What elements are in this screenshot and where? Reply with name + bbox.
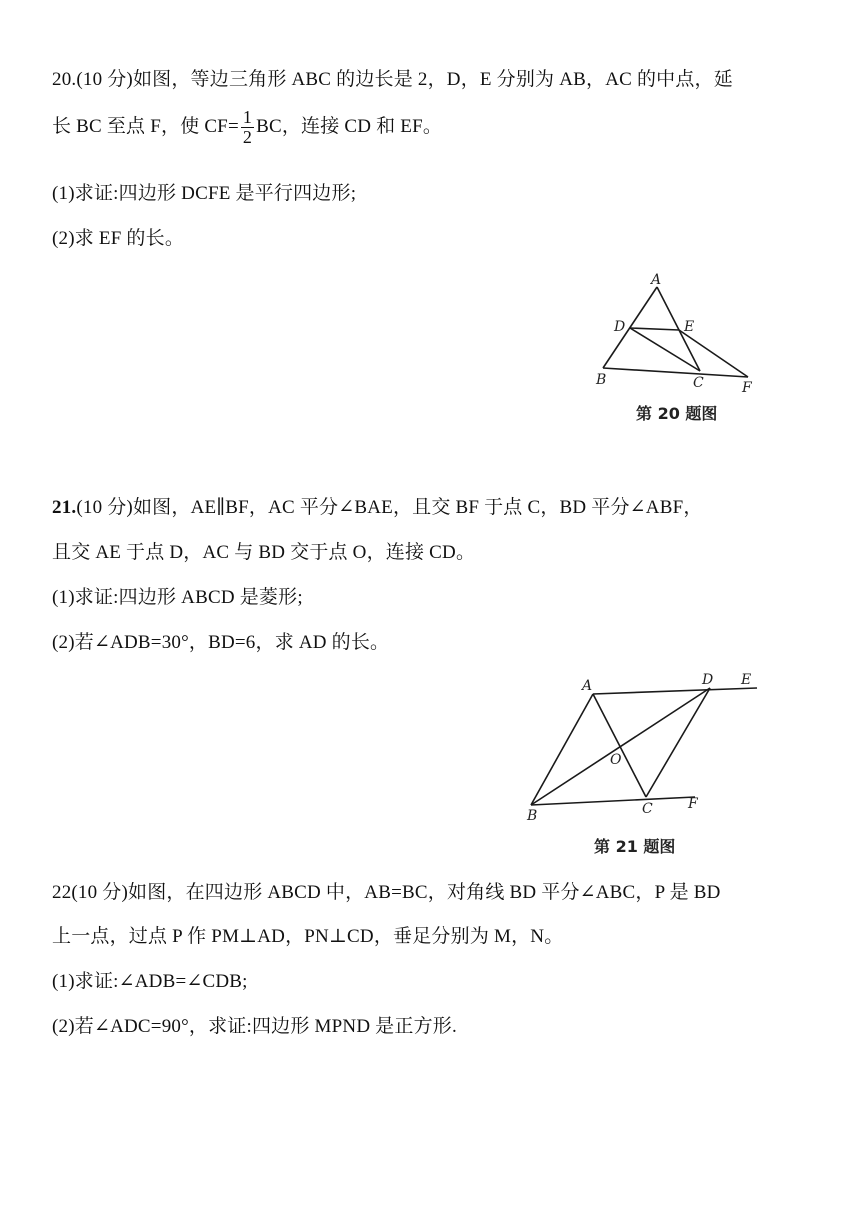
q20-line1: 20.(10 分)如图，等边三角形 ABC 的边长是 2，D，E 分别为 AB，AC 的中点，延 bbox=[52, 69, 733, 90]
q21-number: 21. bbox=[52, 497, 77, 518]
q20-label-A: A bbox=[651, 272, 662, 288]
fraction-denominator: 2 bbox=[242, 126, 253, 147]
q21-segment-AE bbox=[593, 688, 757, 694]
q21-part1: (1)求证:四边形 ABCD 是菱形; bbox=[52, 587, 303, 608]
q21-segment-AC bbox=[593, 694, 646, 797]
q21-segment-BF bbox=[531, 797, 695, 805]
q20-label-C: C bbox=[693, 375, 704, 391]
q20-label-E: E bbox=[684, 319, 695, 335]
q21-label-E: E bbox=[741, 672, 752, 688]
q22-part1: (1)求证:∠ADB=∠CDB; bbox=[52, 971, 248, 992]
q20-label-F: F bbox=[742, 380, 752, 396]
q21-part2: (2)若∠ADB=30°，BD=6，求 AD 的长。 bbox=[52, 632, 390, 653]
q21-label-A: A bbox=[582, 678, 593, 694]
q20-label-D: D bbox=[614, 319, 626, 335]
q21-segment-AB bbox=[531, 694, 593, 805]
q21-segment-CD bbox=[646, 688, 710, 797]
q21-label-O: O bbox=[610, 752, 622, 768]
q22-line2: 上一点，过点 P 作 PM⊥AD，PN⊥CD，垂足分别为 M，N。 bbox=[52, 926, 564, 947]
q21-label-C: C bbox=[642, 801, 653, 817]
q21-line2: 且交 AE 于点 D，AC 与 BD 交于点 O，连接 CD。 bbox=[52, 542, 476, 563]
q22-part2: (2)若∠ADC=90°，求证:四边形 MPND 是正方形. bbox=[52, 1016, 457, 1037]
q22-line1: 22(10 分)如图，在四边形 ABCD 中，AB=BC，对角线 BD 平分∠ABC，P 是 BD bbox=[52, 882, 721, 903]
fraction-numerator: 1 bbox=[242, 107, 253, 127]
q20-line2-part-b: BC，连接 CD 和 EF。 bbox=[256, 115, 443, 137]
q21-line1-text: (10 分)如图，AE∥BF，AC 平分∠BAE，且交 BF 于点 C，BD 平分∠ABF， bbox=[76, 497, 703, 518]
q20-part1: (1)求证:四边形 DCFE 是平行四边形; bbox=[52, 183, 357, 204]
q20-part2: (2)求 EF 的长。 bbox=[52, 228, 185, 249]
q20-label-B: B bbox=[596, 372, 607, 388]
q21-figure-caption: 第 21 题图 bbox=[594, 837, 676, 856]
q20-line2-part-a: 长 BC 至点 F，使 CF= bbox=[52, 115, 239, 137]
q20-figure-caption: 第 20 题图 bbox=[636, 404, 718, 423]
q21-label-F: F bbox=[688, 796, 698, 812]
q21-segment-BD bbox=[531, 688, 710, 805]
q21-label-B: B bbox=[527, 808, 538, 824]
q21-label-D: D bbox=[702, 672, 714, 688]
